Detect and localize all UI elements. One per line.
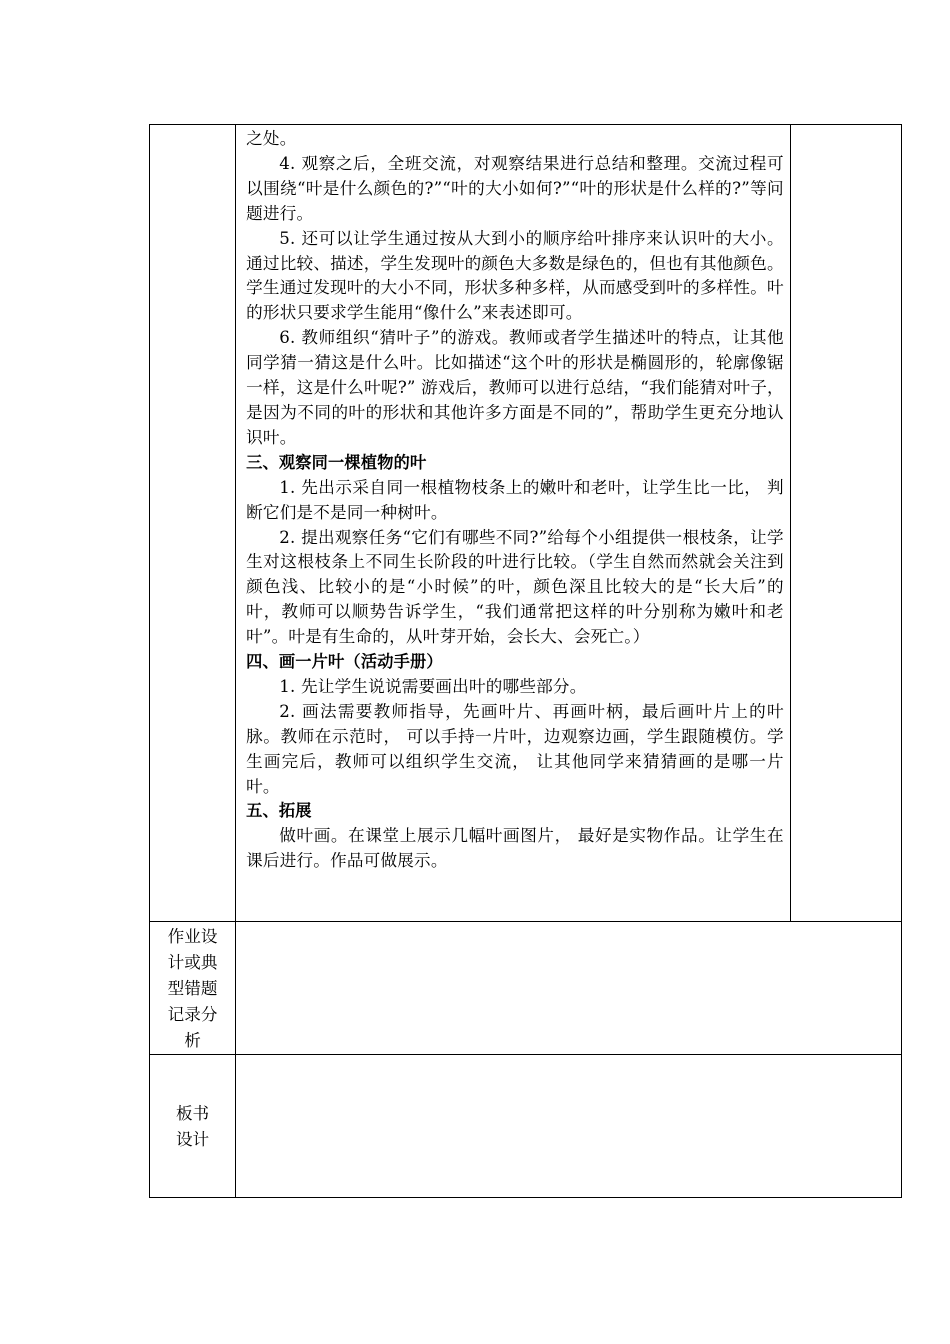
- homework-label-line: 型错题: [167, 979, 218, 998]
- process-label-cell: [150, 125, 236, 922]
- process-content-cell: [236, 125, 791, 922]
- homework-label-line: 计或典: [167, 953, 218, 972]
- homework-row: [150, 922, 902, 1055]
- paragraph: 2. 画法需要教师指导，先画叶片、再画叶柄，最后画叶片上的叶脉。教师在示范时， 可以手持一片叶，边观察边画，学生跟随模仿。学生画完后，教师可以组织学生交流， 让其他同学来猜猜画的是哪一片叶。: [246, 701, 784, 796]
- paragraph: 5. 还可以让学生通过按从大到小的顺序给叶排序来认识叶的大小。通过比较、描述，学生发现叶的颜色大多数是绿色的，但也有其他颜色。学生通过发现叶的大小不同，形状多种多样，从而感受到叶的多样性。叶的形状只要求学生能用“像什么”来表述即可。: [246, 228, 784, 323]
- board-label-line: 板书: [175, 1104, 210, 1123]
- homework-content-cell: [236, 922, 902, 1055]
- paragraph: 之处。: [246, 129, 297, 148]
- board-content-cell: [236, 1055, 902, 1198]
- paragraph: 4. 观察之后，全班交流，对观察结果进行总结和整理。交流过程可以围绕“叶是什么颜色的?”“叶的大小如何?”“叶的形状是什么样的?”等问题进行。: [246, 153, 784, 223]
- section-heading: 四、画一片叶（活动手册）: [246, 652, 443, 672]
- section-heading: 三、观察同一棵植物的叶: [246, 452, 427, 472]
- paragraph: 2. 提出观察任务“它们有哪些不同?”给每个小组提供一根枝条，让学生对这根枝条上不同生长阶段的叶进行比较。（学生自然而然就会关注到颜色浅、比较小的是“小时候”的叶，颜色深且比较大的是“长大后”的叶，教师可以顺势告诉学生，“我们通常把这样的叶分别称为嫩叶和老叶”。叶是有生命的，从叶芽开始，会长大、会死亡。）: [246, 527, 784, 647]
- section-heading: 五、拓展: [246, 801, 312, 821]
- process-row: [150, 125, 902, 922]
- paragraph: 1. 先让学生说说需要画出叶的哪些部分。: [279, 676, 587, 696]
- homework-label-line: 作业设: [167, 927, 218, 946]
- board-row: [150, 1055, 902, 1198]
- homework-label-line: 记录分: [167, 1005, 218, 1024]
- paragraph: 做叶画。在课堂上展示几幅叶画图片， 最好是实物作品。让学生在课后进行。作品可做展示。: [246, 826, 784, 871]
- paragraph: 1. 先出示采自同一根植物枝条上的嫩叶和老叶，让学生比一比， 判断它们是不是同一种树叶。: [246, 477, 784, 522]
- lesson-plan-table: [149, 124, 902, 1198]
- process-note-cell: [790, 125, 901, 922]
- homework-label: [150, 922, 236, 1055]
- paragraph: 6. 教师组织“猜叶子”的游戏。教师或者学生描述叶的特点，让其他同学猜一猜这是什么叶。比如描述“这个叶的形状是椭圆形的，轮廓像锯一样，这是什么叶呢?” 游戏后，教师可以进行总结，“我们能猜对叶子，是因为不同的叶的形状和其他许多方面是不同的”，帮助学生更充分地认识叶。: [246, 328, 784, 447]
- board-label: [150, 1055, 236, 1198]
- process-paragraphs: [246, 127, 784, 874]
- homework-label-line: 析: [184, 1031, 201, 1050]
- board-label-line: 设计: [175, 1130, 210, 1149]
